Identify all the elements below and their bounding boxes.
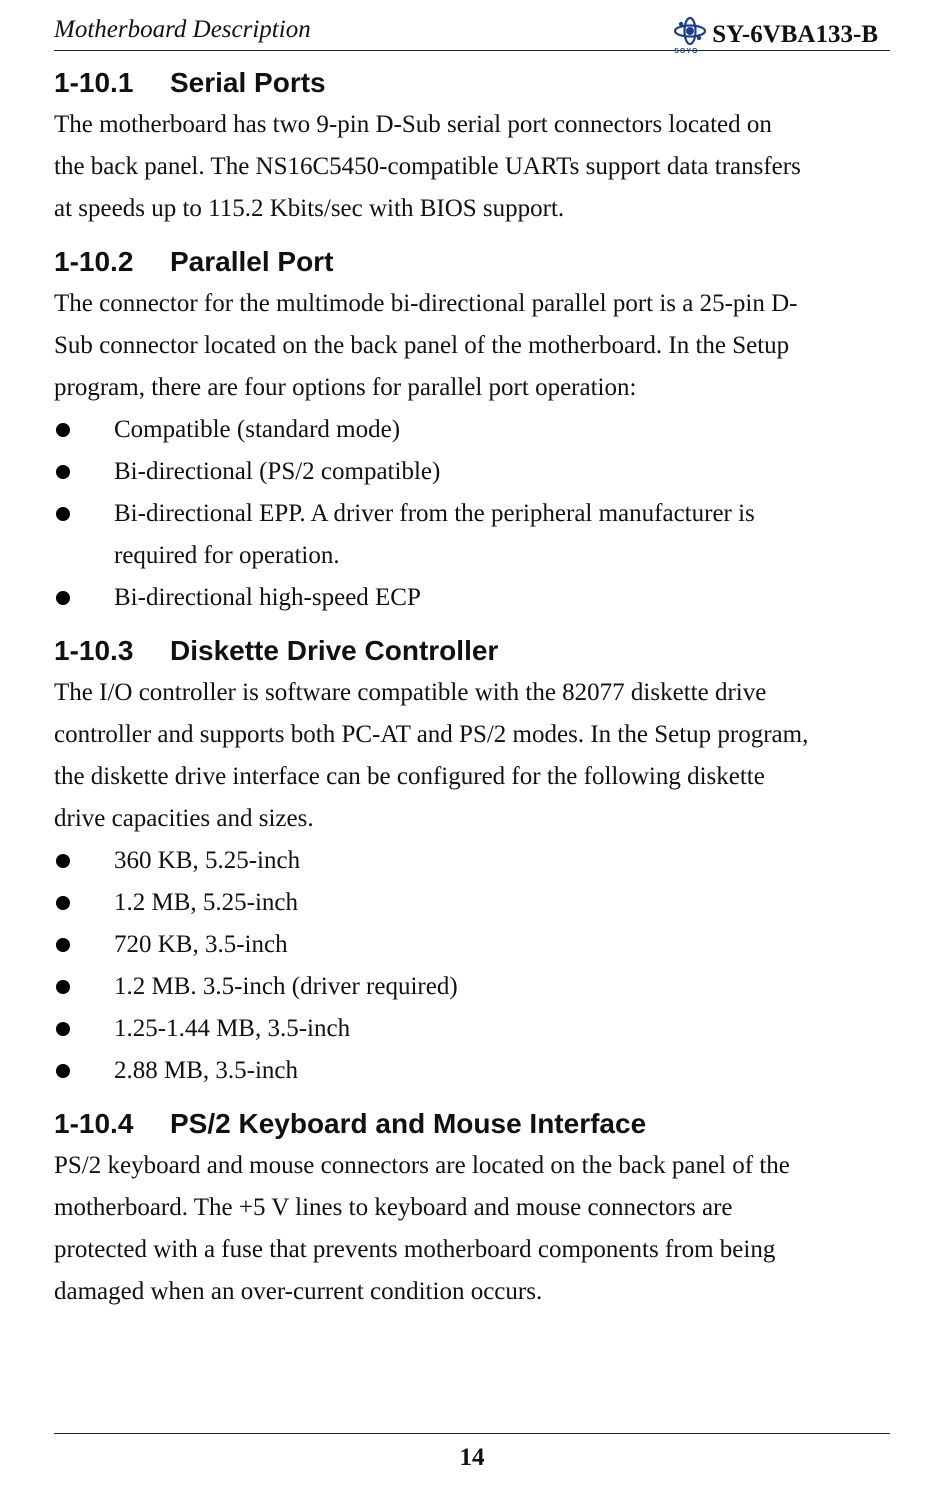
section-title: Serial Ports (170, 67, 326, 98)
list-item-text: 360 KB, 5.25-inch (114, 847, 301, 874)
bullet-icon (56, 980, 70, 994)
section-diskette-drive-controller (54, 630, 894, 1092)
logo-text: SOYO (674, 48, 699, 55)
bullet-icon (56, 507, 70, 521)
header-title: Motherboard Description (54, 16, 311, 43)
list-item (54, 451, 894, 493)
bullet-icon (56, 1064, 70, 1078)
bullet-icon (56, 896, 70, 910)
paragraph-line: PS/2 keyboard and mouse connectors are located on the back panel of the (54, 1152, 790, 1179)
list-item-text: 2.88 MB, 3.5-inch (114, 1057, 299, 1084)
list-item (54, 577, 894, 619)
section-heading (54, 62, 894, 104)
paragraph-line: protected with a fuse that prevents motherboard components from being (54, 1236, 776, 1263)
page-header (54, 8, 890, 55)
list-item (54, 924, 894, 966)
list-item-text: Bi-directional high-speed ECP (114, 584, 421, 611)
paragraph-line: controller and supports both PC-AT and PS/2 modes. In the Setup program, (54, 721, 809, 748)
paragraph-line: The I/O controller is software compatible with the 82077 diskette drive (54, 679, 767, 706)
list-item-text: Bi-directional EPP. A driver from the peripheral manufacturer is (114, 500, 755, 527)
paragraph-line: the diskette drive interface can be configured for the following diskette (54, 763, 765, 790)
paragraph-line: damaged when an over-current condition occurs. (54, 1278, 543, 1305)
soyo-logo-icon (672, 16, 708, 54)
list-item (54, 882, 894, 924)
paragraph-line: The motherboard has two 9-pin D-Sub serial port connectors located on (54, 111, 772, 138)
list-item-text: 720 KB, 3.5-inch (114, 931, 288, 958)
paragraph-line: drive capacities and sizes. (54, 805, 314, 832)
section-heading (54, 241, 894, 283)
list-item (54, 493, 894, 535)
list-item-text: Bi-directional (PS/2 compatible) (114, 458, 441, 485)
paragraph-line: motherboard. The +5 V lines to keyboard and mouse connectors are (54, 1194, 733, 1221)
list-item-text: required for operation. (114, 542, 340, 569)
list-item (54, 409, 894, 451)
list-item-text: 1.25-1.44 MB, 3.5-inch (114, 1015, 351, 1042)
paragraph-line: The connector for the multimode bi-directional parallel port is a 25-pin D- (54, 290, 798, 317)
bullet-icon (56, 423, 70, 437)
model-name: SY-6VBA133-B (712, 21, 878, 48)
bullet-icon (56, 591, 70, 605)
section-number: 1-10.1 (54, 67, 134, 98)
list-item (54, 840, 894, 882)
section-number: 1-10.4 (54, 1108, 134, 1139)
list-item (54, 966, 894, 1008)
section-heading (54, 630, 894, 672)
section-serial-ports (54, 62, 894, 230)
section-number: 1-10.2 (54, 246, 134, 277)
bullet-icon (56, 854, 70, 868)
bullet-icon (56, 938, 70, 952)
list-item-text: Compatible (standard mode) (114, 416, 401, 443)
section-parallel-port (54, 241, 894, 619)
section-heading (54, 1103, 894, 1145)
page-number: 14 (459, 1444, 485, 1471)
section-ps2-keyboard-mouse (54, 1103, 894, 1313)
section-number: 1-10.3 (54, 635, 134, 666)
list-item (54, 1008, 894, 1050)
bullet-list (54, 840, 894, 1092)
bullet-list (54, 409, 894, 619)
page-footer (54, 1433, 890, 1472)
list-item-text: 1.2 MB, 5.25-inch (114, 889, 299, 916)
page-content (54, 62, 894, 1313)
header-brand (672, 16, 878, 54)
section-title: PS/2 Keyboard and Mouse Interface (170, 1108, 647, 1139)
list-item (54, 1050, 894, 1092)
section-title: Diskette Drive Controller (170, 635, 499, 666)
bullet-icon (56, 465, 70, 479)
paragraph-line: at speeds up to 115.2 Kbits/sec with BIOS support. (54, 195, 565, 222)
section-title: Parallel Port (170, 246, 334, 277)
paragraph-line: program, there are four options for parallel port operation: (54, 374, 637, 401)
paragraph-line: the back panel. The NS16C5450-compatible UARTs support data transfers (54, 153, 801, 180)
paragraph-line: Sub connector located on the back panel of the motherboard. In the Setup (54, 332, 790, 359)
list-item-continuation (54, 535, 894, 577)
bullet-icon (56, 1022, 70, 1036)
list-item-text: 1.2 MB. 3.5-inch (driver required) (114, 973, 458, 1000)
